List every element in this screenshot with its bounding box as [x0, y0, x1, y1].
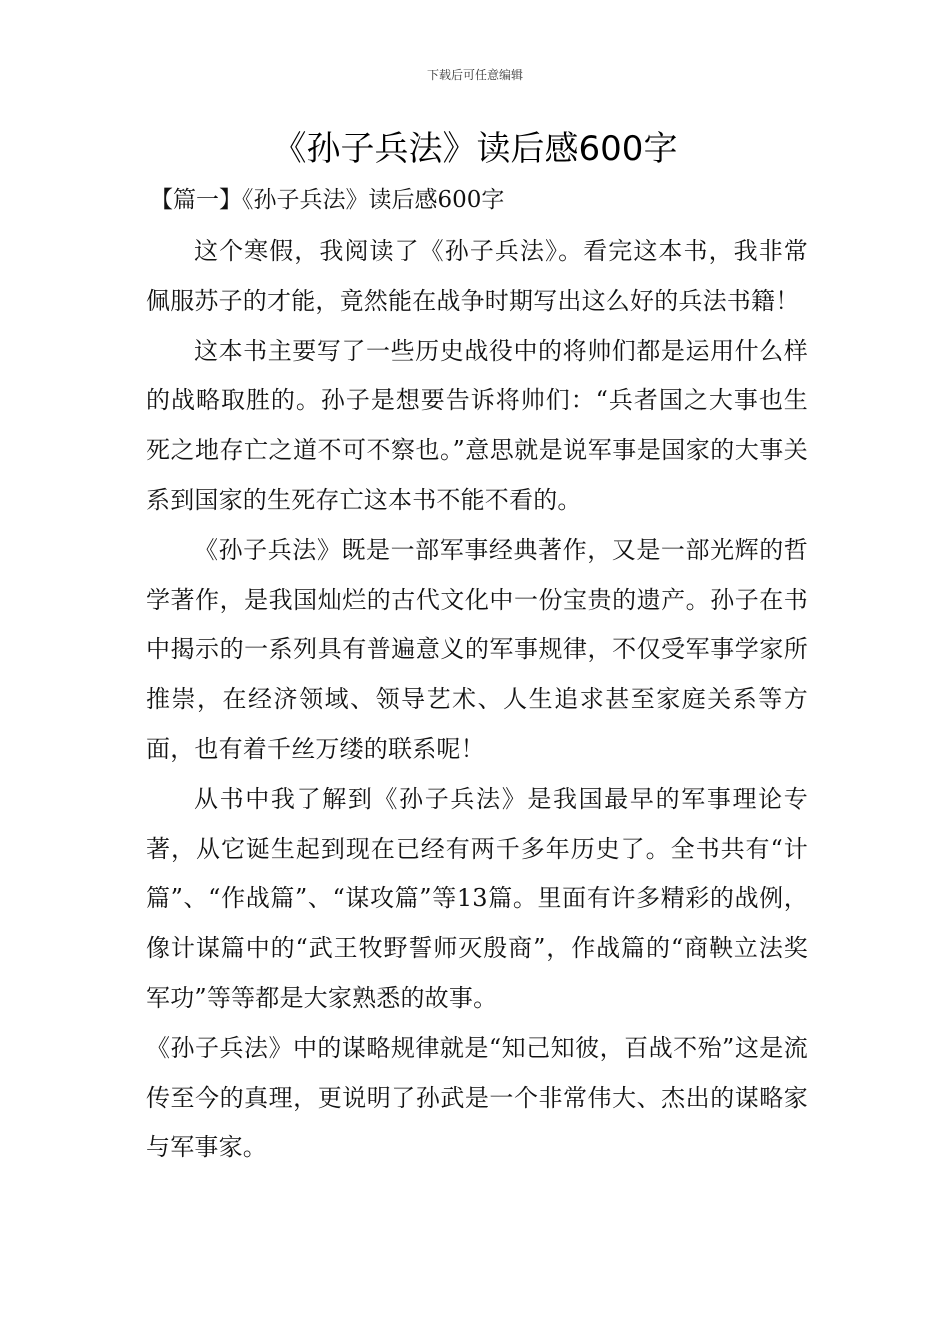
article-body [146, 227, 808, 1173]
paragraph-3: 《孙子兵法》既是一部军事经典著作，又是一部光辉的哲学著作，是我国灿烂的古代文化中一份宝贵的遗产。孙子在书中揭示的一系列具有普遍意义的军事规律，不仅受军事学家所推崇，在经济领域、领导艺术、人生追求甚至家庭关系等方面，也有着千丝万缕的联系呢！ [146, 535, 808, 763]
header-note: 下载后可任意编辑 [426, 68, 523, 82]
section-heading: 【篇一】《孙子兵法》读后感600字 [150, 187, 505, 213]
paragraph-5: 《孙子兵法》中的谋略规律就是“知己知彼，百战不殆”这是流传至今的真理，更说明了孙武是一个非常伟大、杰出的谋略家与军事家。 [146, 1033, 808, 1162]
paragraph-4: 从书中我了解到《孙子兵法》是我国最早的军事理论专著，从它诞生起到现在已经有两千多年历史了。全书共有“计篇”、“作战篇”、“谋攻篇”等13篇。里面有许多精彩的战例，像计谋篇中的“武王牧野誓师灭殷商”，作战篇的“商鞅立法奖军功”等等都是大家熟悉的故事。 [146, 784, 808, 1012]
document-title: 《孙子兵法》读后感600字 [272, 129, 678, 169]
paragraph-2: 这本书主要写了一些历史战役中的将帅们都是运用什么样的战略取胜的。孙子是想要告诉将帅们：“兵者国之大事也生死之地存亡之道不可不察也。”意思就是说军事是国家的大事关系到国家的生死存亡这本书不能不看的。 [146, 336, 808, 514]
paragraph-1: 这个寒假，我阅读了《孙子兵法》。看完这本书，我非常佩服苏子的才能，竟然能在战争时期写出这么好的兵法书籍！ [146, 237, 808, 315]
